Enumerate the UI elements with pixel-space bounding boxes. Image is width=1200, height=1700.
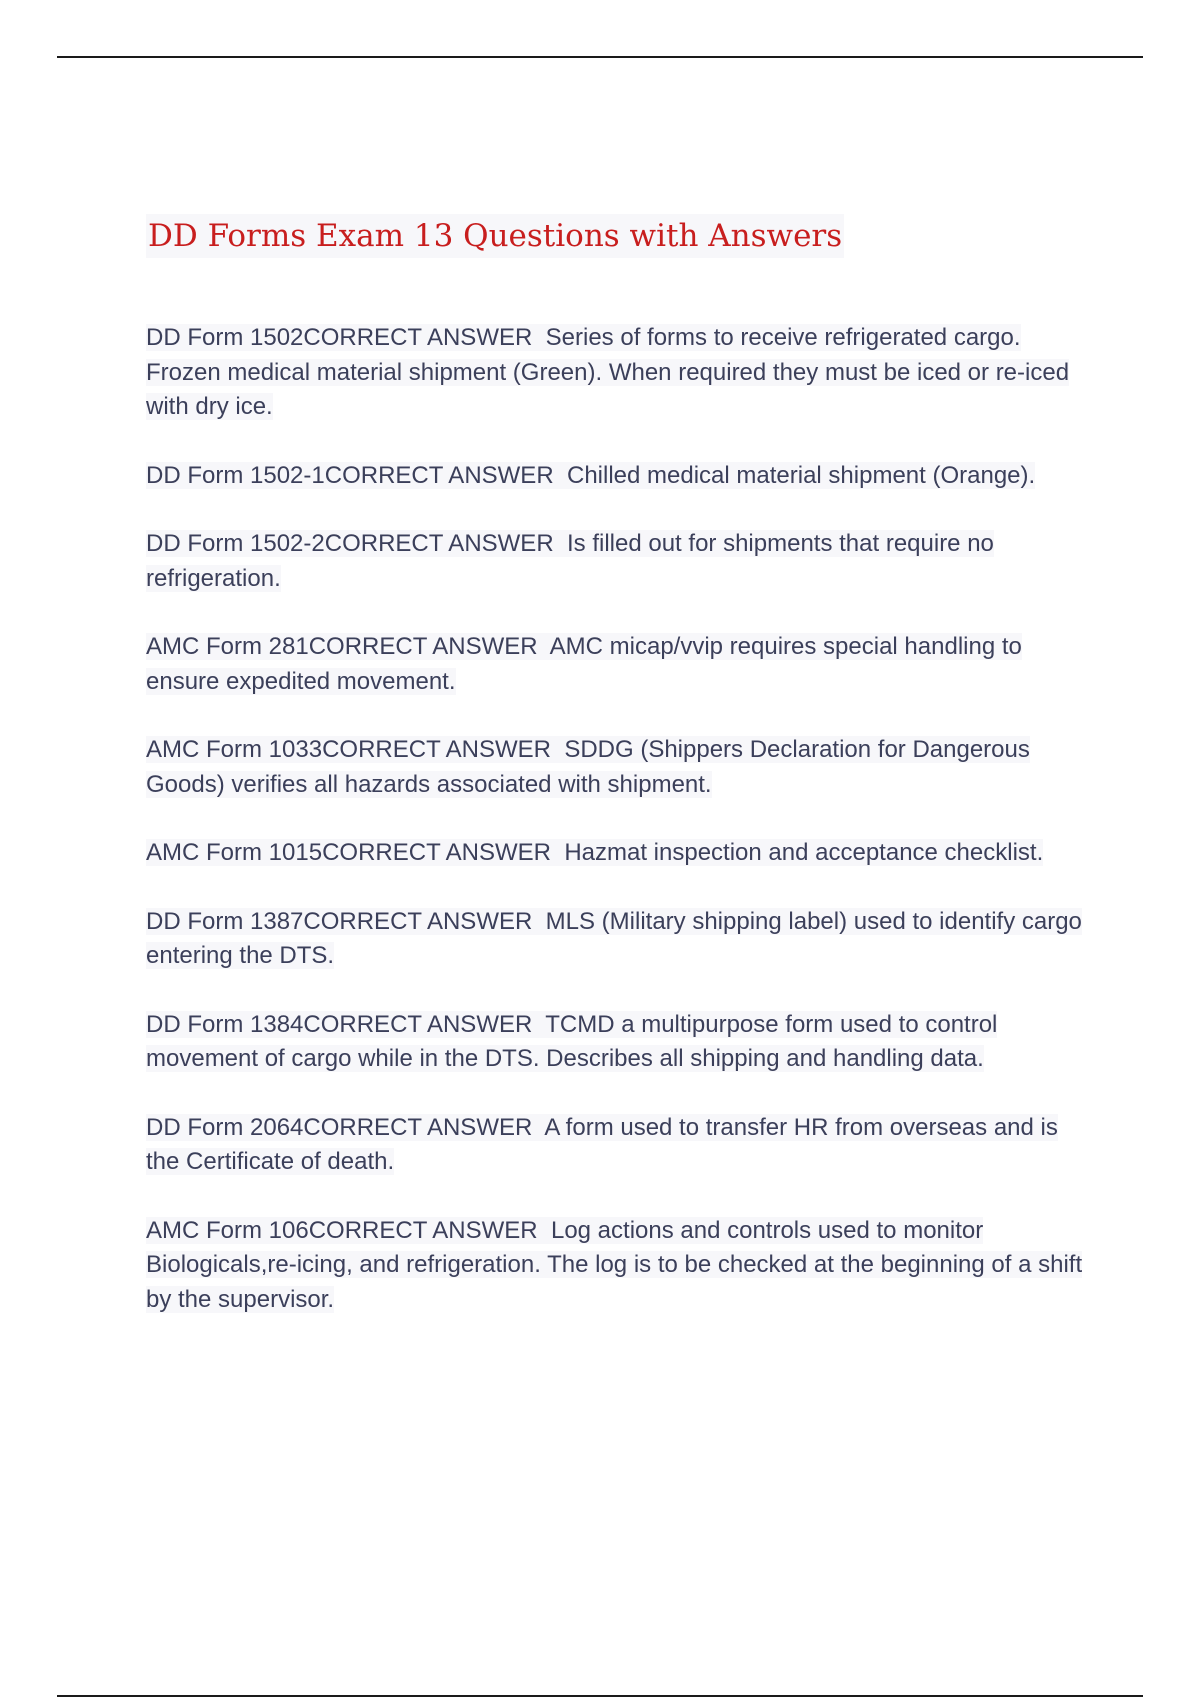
answer-text: Log actions and controls used to monitor Biologicals,re-icing, and refrigeration. The log is to be checked at the beginning of a shift by the supervisor.	[146, 1216, 1083, 1313]
document-body	[146, 214, 1096, 1351]
answer-text: SDDG (Shippers Declaration for Dangerous Goods) verifies all hazards associated with shipment.	[146, 736, 1030, 798]
answer-text: AMC micap/vvip requires special handling to ensure expedited movement.	[146, 633, 1022, 695]
answer-marker: CORRECT ANSWER	[303, 907, 533, 935]
question-text: AMC Form 106	[146, 1216, 309, 1244]
header-rule	[57, 56, 1143, 58]
answer-text: A form used to transfer HR from overseas and is the Certificate of death.	[146, 1113, 1058, 1175]
answer-marker: CORRECT ANSWER	[303, 1113, 533, 1141]
qa-item	[146, 905, 1096, 974]
qa-item	[146, 1008, 1096, 1077]
answer-marker: CORRECT ANSWER	[324, 461, 554, 489]
question-text: DD Form 2064	[146, 1113, 304, 1141]
answer-text: Series of forms to receive refrigerated cargo. Frozen medical material shipment (Green). When required they must be iced or re-iced with dry ice.	[146, 324, 1070, 420]
answer-marker: CORRECT ANSWER	[324, 530, 554, 557]
question-text: AMC Form 281	[146, 633, 309, 660]
answer-marker: CORRECT ANSWER	[322, 839, 551, 866]
question-text: DD Form 1502	[146, 324, 304, 351]
footer-rule	[57, 1695, 1143, 1697]
answer-text: TCMD a multipurpose form used to control movement of cargo while in the DTS. Describes all shipping and handling data.	[146, 1010, 998, 1072]
question-text: DD Form 1502-1	[146, 461, 325, 489]
answer-marker: CORRECT ANSWER	[303, 1010, 533, 1038]
qa-item	[146, 527, 1096, 596]
answer-marker: CORRECT ANSWER	[322, 736, 551, 763]
answer-text: Chilled medical material shipment (Orange).	[567, 461, 1036, 489]
answer-text: Is filled out for shipments that require no refrigeration.	[146, 530, 994, 592]
answer-marker: CORRECT ANSWER	[308, 633, 538, 660]
qa-item	[146, 459, 1096, 494]
question-text: DD Form 1384	[146, 1010, 304, 1038]
answer-marker: CORRECT ANSWER	[308, 1216, 538, 1244]
question-text: DD Form 1502-2	[146, 530, 325, 557]
qa-item	[146, 1214, 1096, 1318]
qa-list	[146, 321, 1096, 1317]
document-title: DD Forms Exam 13 Questions with Answers	[146, 214, 844, 258]
answer-text: Hazmat inspection and acceptance checklist.	[564, 839, 1044, 866]
qa-item	[146, 836, 1096, 871]
question-text: DD Form 1387	[146, 907, 304, 935]
answer-text: MLS (Military shipping label) used to identify cargo entering the DTS.	[146, 907, 1082, 969]
question-text: AMC Form 1015	[146, 839, 323, 866]
question-text: AMC Form 1033	[146, 736, 323, 763]
answer-marker: CORRECT ANSWER	[303, 324, 533, 351]
qa-item	[146, 1111, 1096, 1180]
qa-item	[146, 630, 1096, 699]
qa-item	[146, 321, 1096, 425]
qa-item	[146, 733, 1096, 802]
